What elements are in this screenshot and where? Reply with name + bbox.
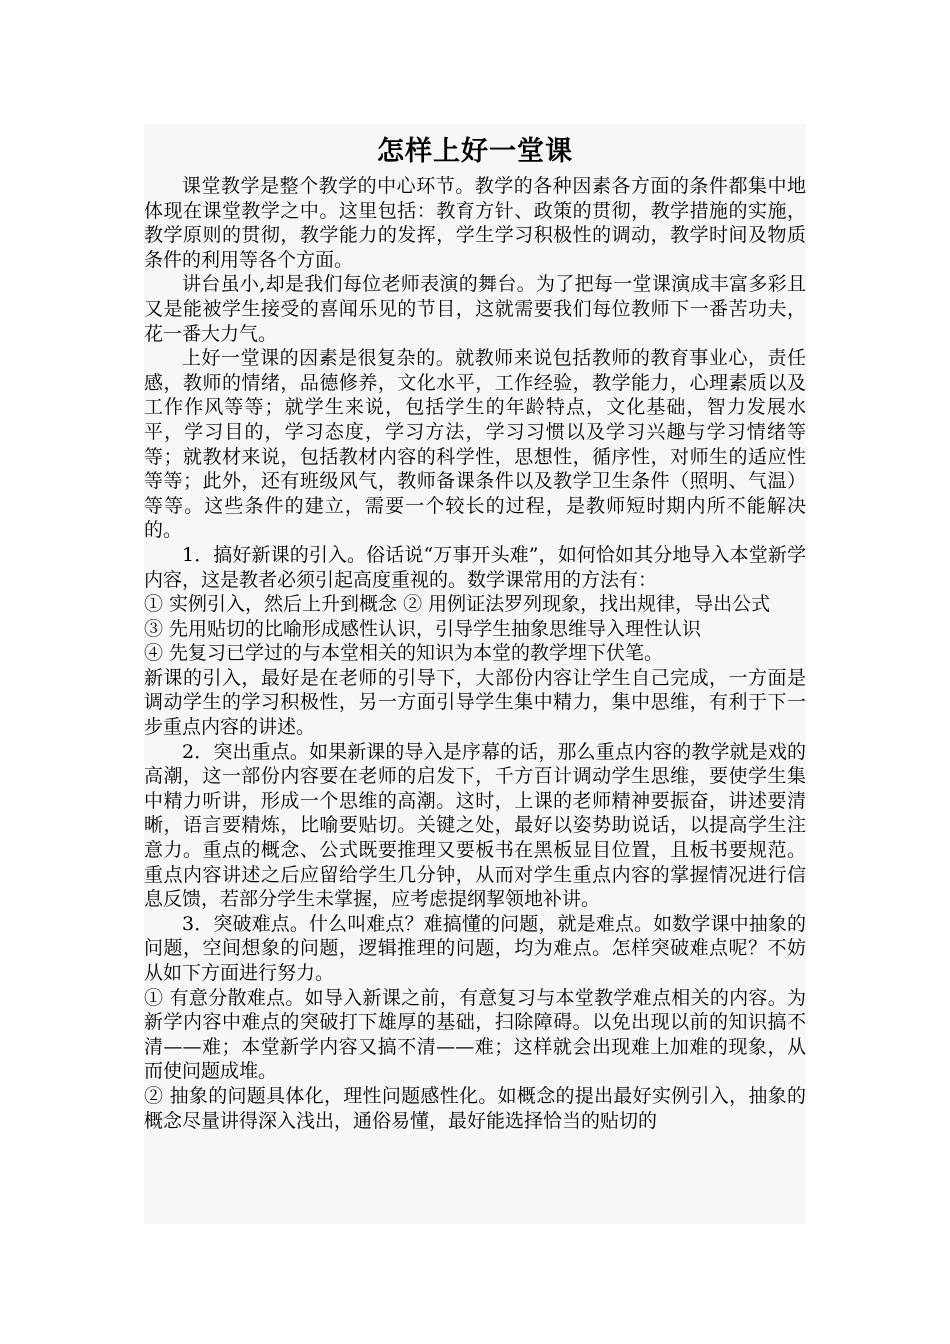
paragraph: 课堂教学是整个教学的中心环节。教学的各种因素各方面的条件都集中地体现在课堂教学之中。这里包括：教育方针、政策的贯彻，教学措施的实施，教学原则的贯彻，教学能力的发挥，学生学习积极性的调动，教学时间及物质条件的利用等各个方面。 <box>144 175 806 271</box>
document-title: 怎样上好一堂课 <box>377 136 573 167</box>
paragraph: 1．搞好新课的引入。俗话说“万事开头难”，如何恰如其分地导入本堂新学内容，这是教者必须引起高度重视的。数学课常用的方法有： <box>144 543 806 591</box>
paragraph: 3．突破难点。什么叫难点？难搞懂的问题，就是难点。如数学课中抽象的问题，空间想象的问题，逻辑推理的问题，均为难点。怎样突破难点呢？不妨从如下方面进行努力。 <box>144 912 806 984</box>
list-item: ① 实例引入，然后上升到概念 ② 用例证法罗列现象，找出规律，导出公式 <box>144 593 771 616</box>
list-item: ③ 先用贴切的比喻形成感性认识，引导学生抽象思维导入理性认识 <box>144 617 702 640</box>
paragraph: 上好一堂课的因素是很复杂的。就教师来说包括教师的教育事业心，责任感，教师的情绪，品德修养，文化水平，工作经验，教学能力，心理素质以及工作作风等等；就学生来说，包括学生的年龄特点，文化基础，智力发展水平，学习目的，学习态度，学习方法，学习习惯以及学习兴趣与学习情绪等等；就教材来说，包括教材内容的科学性，思想性，循序性，对师生的适应性等等；此外，还有班级风气，教师备课条件以及教学卫生条件（照明、气温）等等。这些条件的建立，需要一个较长的过程，是教师短时期内所不能解决的。 <box>144 347 806 542</box>
document-page <box>144 124 806 1224</box>
document-body <box>144 174 806 1133</box>
paragraph: 新课的引入，最好是在老师的引导下，大部份内容让学生自己完成，一方面是调动学生的学习积极性，另一方面引导学生集中精力，集中思维，有利于下一步重点内容的讲述。 <box>144 666 806 739</box>
list-item: ② 抽象的问题具体化，理性问题感性化。如概念的提出最好实例引入，抽象的概念尽量讲得深入浅出，通俗易懂，最好能选择恰当的贴切的 <box>144 1084 806 1132</box>
paragraph: 讲台虽小,却是我们每位老师表演的舞台。为了把每一堂课演成丰富多彩且又是能被学生接受的喜闻乐见的节目，这就需要我们每位教师下一番苦功夫，花一番大力气。 <box>144 273 806 345</box>
list-item: ④ 先复习已学过的与本堂相关的知识为本堂的教学埋下伏笔。 <box>144 642 664 665</box>
paragraph: 2．突出重点。如果新课的导入是序幕的话，那么重点内容的教学就是戏的高潮，这一部份内容要在老师的启发下，千方百计调动学生思维，要使学生集中精力听讲，形成一个思维的高潮。这时，上课的老师精神要振奋，讲述要清晰，语言要精炼，比喻要贴切。关键之处，最好以姿势助说话，以提高学生注意力。重点的概念、公式既要推理又要板书在黑板显目位置，且板书要规范。重点内容讲述之后应留给学生几分钟，从而对学生重点内容的掌握情况进行信息反馈，若部分学生未掌握，应考虑提纲挈领地补讲。 <box>144 740 806 911</box>
list-item: ① 有意分散难点。如导入新课之前，有意复习与本堂教学难点相关的内容。为新学内容中难点的突破打下雄厚的基础，扫除障碍。以免出现以前的知识搞不清——难；本堂新学内容又搞不清——难；这样就会出现难上加难的现象，从而使问题成堆。 <box>144 986 806 1083</box>
